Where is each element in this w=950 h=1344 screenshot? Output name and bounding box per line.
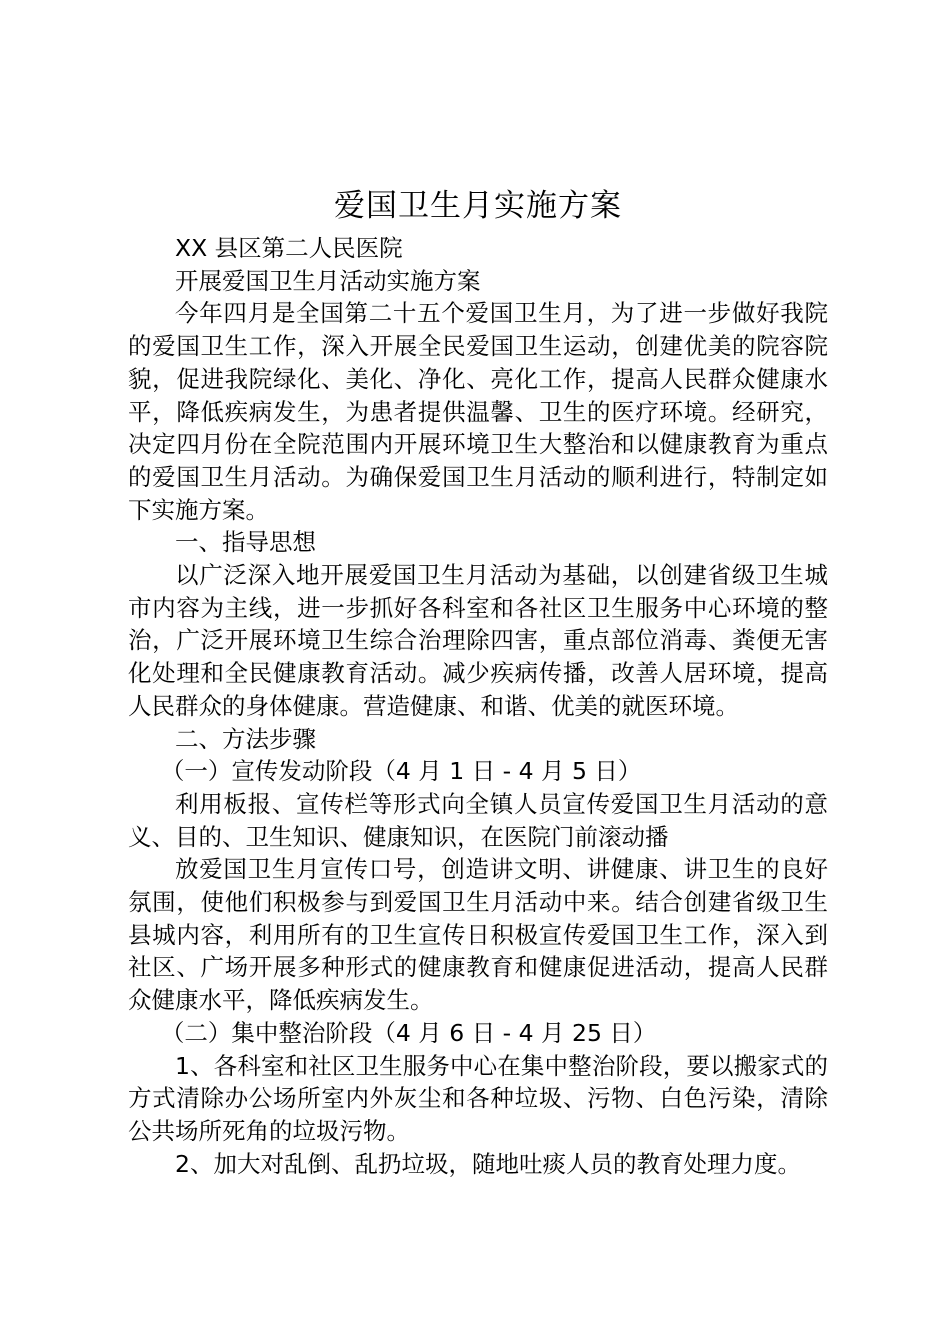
- document-page: [128, 0, 828, 1344]
- publicity-paragraph-2: 放爱国卫生月宣传口号，创造讲文明、讲健康、讲卫生的良好氛围，使他们积极参与到爱国卫生月活动中来。结合创建省级卫生县城内容，利用所有的卫生宣传日积极宣传爱国卫生工作，深入到社区、广场开展多种形式的健康教育和健康促进活动，提高人民群众健康水平，降低疾病发生。: [128, 855, 828, 1015]
- hospital-name: XX 县区第二人民医院: [175, 234, 403, 262]
- publicity-paragraph-1: 利用板报、宣传栏等形式向全镇人员宣传爱国卫生月活动的意义、目的、卫生知识、健康知识，在医院门前滚动播: [128, 789, 828, 851]
- stage-heading-publicity: （一）宣传发动阶段（4 月 1 日 - 4 月 5 日）: [160, 757, 642, 786]
- guiding-ideology-paragraph: 以广泛深入地开展爱国卫生月活动为基础，以创建省级卫生城市内容为主线，进一步抓好各科室和各社区卫生服务中心环境的整治，广泛开展环境卫生综合治理除四害，重点部位消毒、粪便无害化处理和全民健康教育活动。减少疾病传播，改善人居环境，提高人民群众的身体健康。营造健康、和谐、优美的就医环境。: [128, 561, 828, 720]
- plan-subtitle: 开展爱国卫生月活动实施方案: [175, 266, 481, 295]
- section-heading-method-steps: 二、方法步骤: [175, 724, 316, 753]
- document-title: 爱国卫生月实施方案: [334, 188, 622, 224]
- stage-heading-rectification: （二）集中整治阶段（4 月 6 日 - 4 月 25 日）: [160, 1018, 657, 1047]
- section-heading-guiding-ideology: 一、指导思想: [175, 528, 316, 557]
- rectification-item-2: 2、加大对乱倒、乱扔垃圾，随地吐痰人员的教育处理力度。: [175, 1149, 801, 1178]
- document-body: [128, 232, 828, 1180]
- intro-paragraph: 今年四月是全国第二十五个爱国卫生月，为了进一步做好我院的爱国卫生工作，深入开展全民爱国卫生运动，创建优美的院容院貌，促进我院绿化、美化、净化、亮化工作，提高人民群众健康水平，降低疾病发生，为患者提供温馨、卫生的医疗环境。经研究，决定四月份在全院范围内开展环境卫生大整治和以健康教育为重点的爱国卫生月活动。为确保爱国卫生月活动的顺利进行，特制定如下实施方案。: [128, 299, 828, 524]
- rectification-item-1: 1、各科室和社区卫生服务中心在集中整治阶段，要以搬家式的方式清除办公场所室内外灰尘和各种垃圾、污物、白色污染，清除公共场所死角的垃圾污物。: [128, 1051, 828, 1145]
